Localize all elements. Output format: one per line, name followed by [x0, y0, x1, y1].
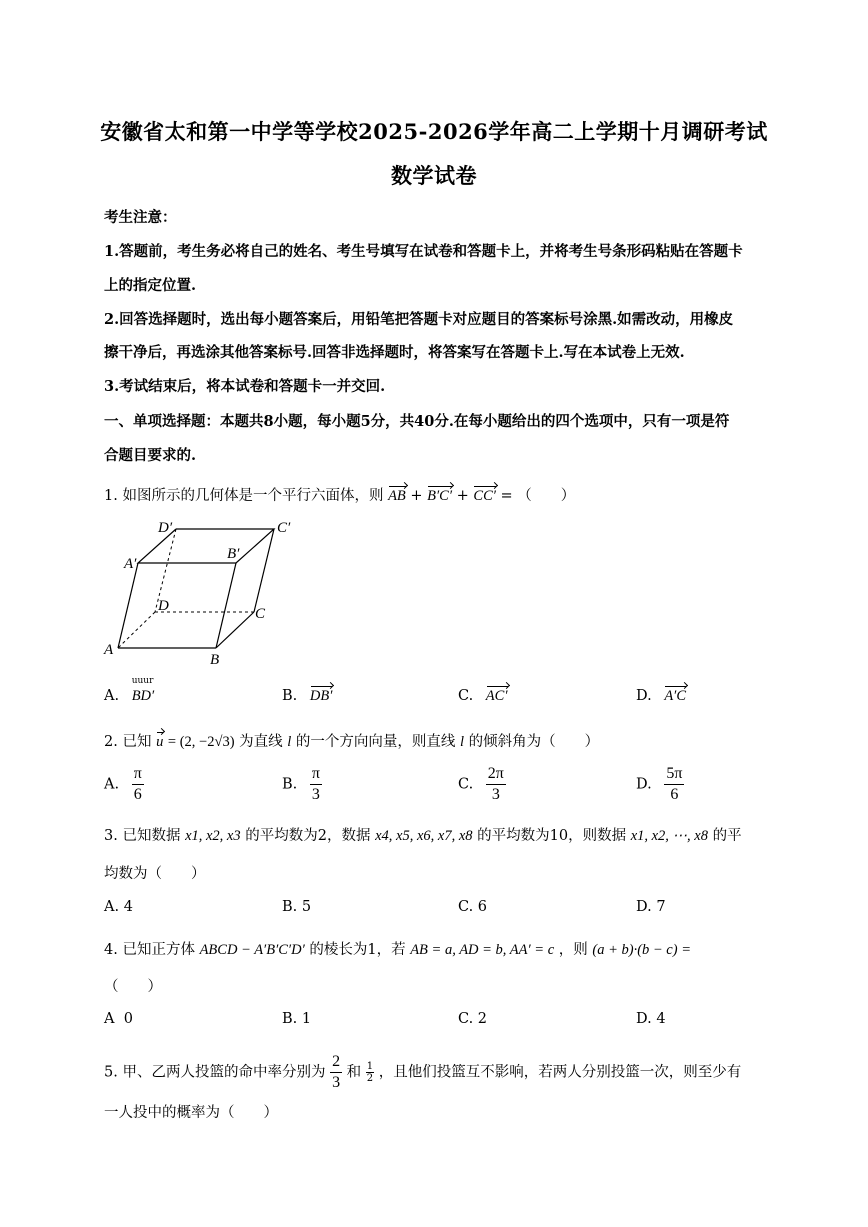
option-label: A. — [104, 688, 120, 704]
q1-option-a-value — [131, 676, 155, 705]
q1-vector-bc: B′C′ — [427, 488, 453, 504]
question-3-line-2: 均数为（ ） — [104, 866, 206, 882]
option-value: 4 — [123, 899, 133, 915]
q5-fraction-2: $\frac{1}{2}$ — [366, 1061, 374, 1084]
q2-text-a: 2. 已知 — [104, 734, 152, 750]
option-value: DB′ — [309, 688, 333, 704]
q3-set-2: x4, x5, x6, x7, x8 — [375, 828, 473, 844]
q5-text-a: 5. 甲、乙两人投篮的命中率分别为 — [104, 1064, 326, 1081]
option-label: B. — [282, 776, 298, 793]
exam-subtitle: 数学试卷 — [391, 163, 477, 188]
option-label: C. — [458, 688, 474, 704]
q2-option-b — [282, 764, 322, 805]
option-label: B. — [282, 899, 298, 915]
q2-vector-value: = (2, −2√3) — [167, 734, 235, 750]
q5-text-b: ，且他们投篮互不影响，若两人分别投篮一次，则至少有 — [378, 1064, 742, 1081]
notice-item-2a: 2.回答选择题时，选出每小题答案后，用铅笔把答题卡对应题目的答案标号涂黑.如需改动，用橡皮 — [104, 311, 734, 328]
option-label: D. — [636, 899, 652, 915]
option-label: A. — [104, 899, 120, 915]
q1-blank: （ ） — [517, 488, 576, 504]
option-label: B. — [282, 1011, 298, 1027]
q1-option-a — [104, 676, 155, 705]
notice-heading: 考生注意： — [104, 209, 177, 226]
option-value: 2 — [477, 1011, 488, 1027]
option-value: 7 — [656, 899, 666, 915]
option-label: D. — [636, 1011, 652, 1027]
notice-item-1b: 上的指定位置. — [104, 277, 197, 294]
notice-item-1a: 1.答题前，考生务必将自己的姓名、考生号填写在试卷和答题卡上，并将考生号条形码粘贴在答题卡 — [104, 243, 743, 260]
option-label: A. — [104, 776, 120, 793]
q2-line-l: l — [287, 734, 292, 750]
option-label: B. — [282, 688, 298, 704]
option-label: D. — [636, 776, 652, 793]
q2-option-d — [636, 764, 684, 805]
option-value: 1 — [301, 1011, 312, 1027]
label-a: A — [104, 642, 114, 658]
option-value: 6 — [477, 899, 488, 915]
question-1-stem — [104, 484, 764, 505]
option-fraction: $\frac{2\pi}{3}$ — [487, 765, 504, 803]
label-c: C — [255, 606, 266, 622]
q4-option-d — [636, 1011, 666, 1027]
question-5-line-1 — [104, 1052, 764, 1093]
q2-text-d: 的倾斜角为（ ） — [468, 734, 600, 750]
q2-line-l-2: l — [460, 734, 465, 750]
q3-text-c: 的平均数为10，则数据 — [477, 828, 627, 844]
q4-expression: (a + b)·(b − c) = — [592, 942, 691, 958]
section-heading-a: 一、单项选择题：本题共8小题，每小题5分，共40分.在每小题给出的四个选项中，只有一项是符 — [104, 413, 730, 430]
notice-item-3: 3.考试结束后，将本试卷和答题卡一并交回. — [104, 378, 386, 395]
q1-plus-2: + — [456, 488, 469, 504]
q1-option-c — [458, 688, 508, 705]
q2-text-c: 的一个方向向量，则直线 — [295, 734, 456, 750]
parallelepiped-figure — [100, 512, 310, 672]
q4-text-b: 的棱长为1，若 — [309, 942, 406, 958]
q3-text-b: 的平均数为2，数据 — [245, 828, 371, 844]
option-fraction: $\frac{\pi}{6}$ — [133, 765, 142, 803]
q3-option-c — [458, 899, 487, 915]
label-a-prime: A′ — [124, 556, 137, 572]
option-value: 4 — [656, 1011, 666, 1027]
q4-vector-equations: AB = a, AD = b, AA′ = c — [410, 942, 555, 958]
label-b: B — [210, 652, 220, 668]
option-label: C. — [458, 776, 474, 793]
notice-item-2b: 擦干净后，再选涂其他答案标号.回答非选择题时，将答案写在答题卡上.写在本试卷上无效. — [104, 344, 685, 361]
option-value: AC′ — [485, 688, 508, 704]
q3-option-d — [636, 899, 666, 915]
question-4-line-1 — [104, 938, 764, 959]
q2-text-b: 为直线 — [239, 734, 283, 750]
label-d-prime: D′ — [158, 520, 173, 536]
label-c-prime: C′ — [277, 520, 291, 536]
q4-text-a: 4. 已知正方体 — [104, 942, 195, 958]
q2-option-c — [458, 764, 506, 805]
q4-option-b — [282, 1011, 311, 1027]
option-label: C. — [458, 1011, 474, 1027]
q4-cube-name: ABCD − A′B′C′D′ — [199, 942, 305, 958]
q3-set-1: x1, x2, x3 — [185, 828, 241, 844]
exam-title: 安徽省太和第一中学等学校2025-2026学年高二上学期十月调研考试 — [100, 119, 768, 144]
q4-option-c — [458, 1011, 487, 1027]
q3-set-3: x1, x2, ⋯, x8 — [630, 828, 708, 844]
q4-option-a — [104, 1011, 133, 1027]
question-5-line-2: 一人投中的概率为（ ） — [104, 1105, 278, 1121]
q1-vector-cc: CC′ — [473, 488, 496, 504]
option-value: 5 — [301, 899, 312, 915]
option-label: D. — [636, 688, 652, 704]
label-b-prime: B′ — [227, 546, 240, 562]
label-d: D — [158, 598, 169, 614]
q4-text-c: ，则 — [558, 942, 588, 958]
q5-fraction-1: $\frac{2}{3}$ — [332, 1053, 341, 1091]
question-3-line-1 — [104, 824, 764, 845]
q3-text-d: 的平 — [712, 828, 742, 844]
q3-option-a — [104, 899, 133, 915]
question-4-line-2: （ ） — [104, 979, 162, 995]
q3-text-a: 3. 已知数据 — [104, 828, 181, 844]
section-heading-b: 合题目要求的. — [104, 447, 197, 464]
q1-vector-ab: AB — [388, 488, 406, 504]
q1-plus-1: + — [410, 488, 423, 504]
option-label: C. — [458, 899, 474, 915]
q5-and: 和 — [346, 1064, 362, 1081]
uuur-mark: uuur — [131, 676, 154, 686]
option-value: 0 — [123, 1011, 133, 1027]
option-value: A′C — [664, 688, 687, 704]
option-value: BD′ — [131, 688, 155, 704]
q3-option-b — [282, 899, 311, 915]
q1-equals: = — [500, 488, 513, 504]
q1-option-b — [282, 688, 332, 705]
q1-stem-text: 1. 如图所示的几何体是一个平行六面体，则 — [104, 488, 384, 504]
q1-option-d — [636, 688, 686, 705]
option-fraction: $\frac{\pi}{3}$ — [311, 765, 320, 803]
q2-option-a — [104, 764, 144, 805]
q2-vector-u: u — [156, 734, 164, 750]
question-2-stem — [104, 730, 764, 751]
option-label: A — [104, 1011, 115, 1027]
option-fraction: $\frac{5\pi}{6}$ — [666, 765, 683, 803]
